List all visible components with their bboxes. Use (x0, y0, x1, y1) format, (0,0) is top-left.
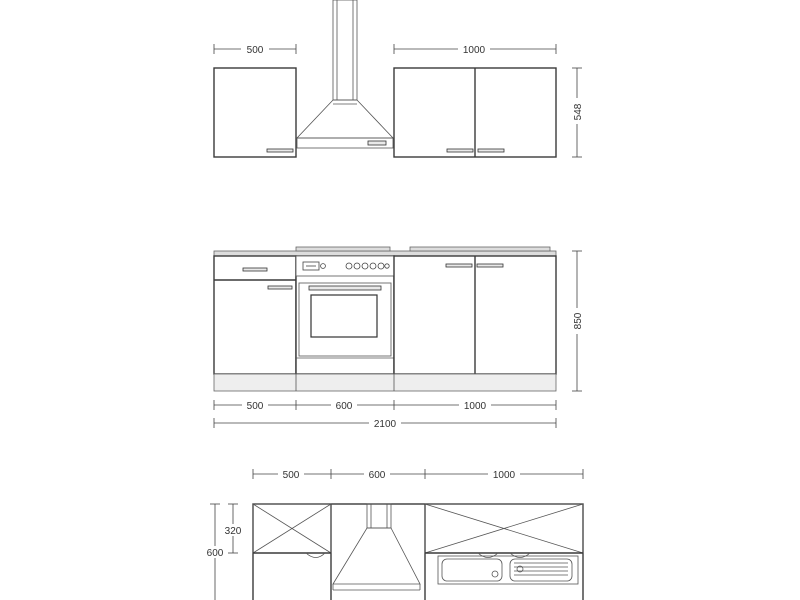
base-right-handle-2 (477, 264, 503, 267)
base-height-dimension (570, 251, 584, 391)
base-stove-width-label: 600 (335, 401, 353, 412)
wall-cabinet-right-handle-1 (447, 149, 473, 152)
plan-outline (253, 504, 583, 600)
total-width-label: 2100 (373, 419, 397, 430)
base-width-dimensions (214, 399, 556, 412)
wall-left-width-dimension (214, 42, 296, 56)
base-units-elevation (214, 247, 584, 430)
plan-right-width-label: 1000 (492, 470, 516, 481)
wall-cabinet-left-handle (267, 149, 293, 152)
wall-right-width-dimension (394, 42, 556, 56)
plinth (214, 374, 556, 391)
wall-left-width-label: 500 (246, 45, 264, 56)
base-left-door-handle (268, 286, 292, 289)
base-left-width-label: 500 (246, 401, 264, 412)
extractor-hood-elevation (297, 0, 393, 148)
drawer-handle (243, 268, 267, 271)
base-right-handle-1 (446, 264, 472, 267)
base-right-width-label: 1000 (463, 401, 487, 412)
wall-cabinet-left (214, 68, 296, 157)
plan-depth-dimensions (204, 504, 244, 600)
plan-view (204, 468, 583, 600)
wall-height-label: 548 (573, 103, 584, 121)
worktop (214, 251, 556, 256)
oven-stove-elevation (296, 256, 394, 374)
plan-wall-depth-label: 320 (224, 526, 242, 537)
wall-units-elevation (214, 0, 584, 157)
plan-base-depth-label: 600 (206, 548, 224, 559)
wall-height-dimension (570, 68, 584, 157)
plan-middle-width-label: 600 (368, 470, 386, 481)
plan-width-dimensions (253, 468, 583, 481)
base-height-label: 850 (573, 312, 584, 330)
base-cabinet-left (214, 256, 296, 374)
total-width-dimension (214, 417, 556, 430)
wall-right-width-label: 1000 (462, 45, 486, 56)
plan-left-width-label: 500 (282, 470, 300, 481)
wall-cabinet-right-handle-2 (478, 149, 504, 152)
